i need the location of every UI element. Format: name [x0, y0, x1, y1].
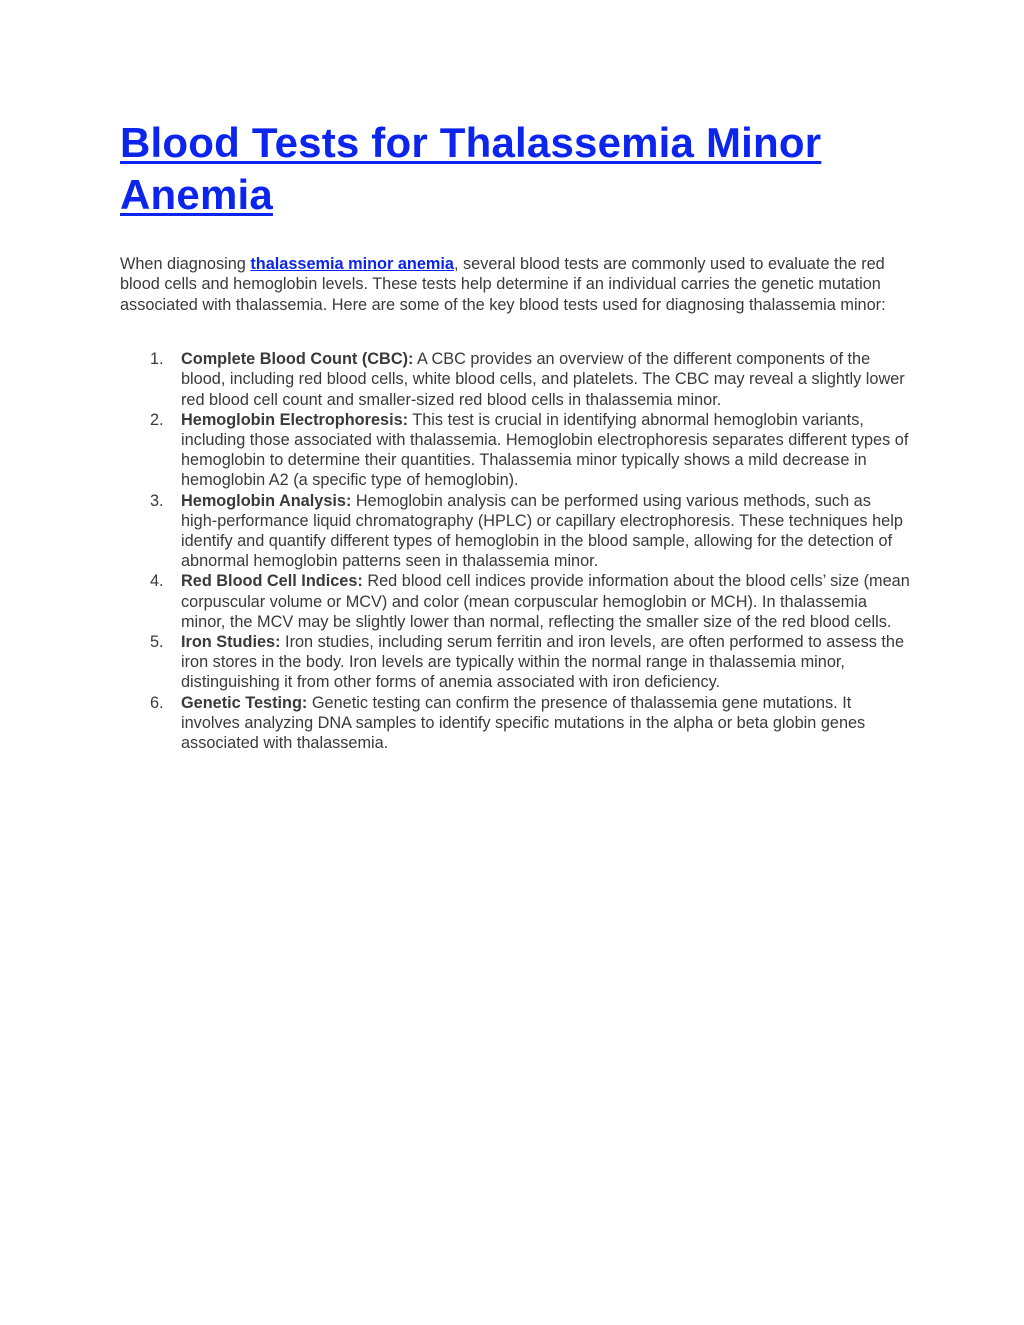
list-number: 1. [150, 350, 164, 369]
blood-tests-list [120, 349, 910, 753]
test-term: Hemoglobin Electrophoresis: [181, 410, 409, 429]
test-description: Hemoglobin analysis can be performed using various methods, such as high-performance liquid chromatography (HPLC) or capillary electrophoresis. These techniques help identify and quantify different types of hemoglobin in the blood sample, allowing for the detection of abnormal hemoglobin patterns seen in thalassemia minor. [181, 491, 903, 571]
list-number: 3. [150, 491, 164, 510]
list-item-genetic-testing [120, 693, 910, 754]
list-number: 5. [150, 633, 164, 652]
list-item-iron-studies [120, 632, 910, 693]
thalassemia-minor-anemia-link[interactable]: thalassemia minor anemia [250, 255, 454, 273]
document-page [120, 117, 910, 753]
list-item-cbc [120, 349, 910, 410]
test-term: Iron Studies: [181, 633, 281, 652]
list-number: 4. [150, 572, 164, 591]
intro-paragraph [120, 254, 910, 315]
intro-text-before-link: When diagnosing [120, 255, 251, 273]
test-term: Hemoglobin Analysis: [181, 491, 352, 510]
test-term: Genetic Testing: [181, 693, 308, 712]
list-item-hemoglobin-electrophoresis [120, 410, 910, 491]
list-number: 2. [150, 410, 164, 429]
intro-text-after-link: , several blood tests are commonly used to evaluate the red blood cells and hemoglobin levels. These tests help determine if an individual carries the genetic mutation associated with thalassemia. Here are some of the key blood tests used for diagnosing thalassemia minor: [120, 255, 886, 314]
test-term: Complete Blood Count (CBC): [181, 350, 414, 369]
list-item-hemoglobin-analysis [120, 491, 910, 572]
list-number: 6. [150, 693, 164, 712]
test-description: A CBC provides an overview of the different components of the blood, including red blood cells, white blood cells, and platelets. The CBC may reveal a slightly lower red blood cell count and smaller-sized red blood cells in thalassemia minor. [181, 350, 905, 409]
test-description: This test is crucial in identifying abnormal hemoglobin variants, including those associated with thalassemia. Hemoglobin electrophoresis separates different types of hemoglobin to determine their quantities. Thalassemia minor typically shows a mild decrease in hemoglobin A2 (a specific type of hemoglobin). [181, 410, 909, 490]
test-description: Red blood cell indices provide information about the blood cells’ size (mean corpuscular volume or MCV) and color (mean corpuscular hemoglobin or MCH). In thalassemia minor, the MCV may be slightly lower than normal, reflecting the smaller size of the red blood cells. [181, 572, 910, 631]
test-description: Iron studies, including serum ferritin and iron levels, are often performed to assess the iron stores in the body. Iron levels are typically within the normal range in thalassemia minor, distinguishing it from other forms of anemia associated with iron deficiency. [181, 633, 905, 692]
page-title[interactable]: Blood Tests for Thalassemia Minor Anemia [120, 119, 822, 218]
test-description: Genetic testing can confirm the presence of thalassemia gene mutations. It involves analyzing DNA samples to identify specific mutations in the alpha or beta globin genes associated with thalassemia. [181, 693, 866, 753]
test-term: Red Blood Cell Indices: [181, 572, 363, 591]
list-item-red-blood-cell-indices [120, 571, 910, 632]
